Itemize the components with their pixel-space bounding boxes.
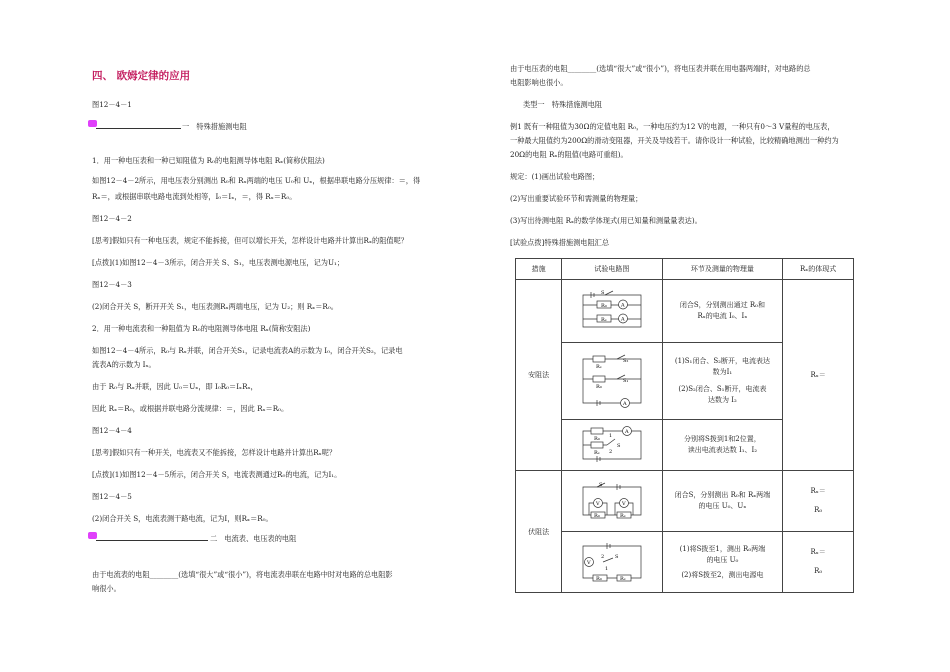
ammeter-icon: A <box>624 429 629 435</box>
method-group-cell <box>516 280 562 471</box>
paragraph: 因此 Rₓ＝R₀，或根据并联电路分流规律：＝，因此 Rₓ＝R₀。 <box>92 404 289 413</box>
switch-label: S₁ <box>622 378 629 384</box>
figure-caption: 图12－4－5 <box>92 492 132 501</box>
step-text: 闭合S，分别测出 R₀和 Rₓ两端 <box>674 491 771 499</box>
section-label: 一 特殊措施测电阻 <box>182 122 247 131</box>
voltmeter-icon: V <box>586 560 591 566</box>
step-text: (1)将S拨至1，测出 R₀两端 <box>679 544 766 553</box>
method-group-label: 伏阻法 <box>528 527 550 536</box>
step-text: 的电压 U₀、Uₓ <box>698 502 747 510</box>
figure-caption: 图12－4－2 <box>92 214 132 223</box>
table-header-cell: 环节及测量的物理量 <box>662 259 783 280</box>
step-text: 闭合S，分别测出通过 R₀和 <box>679 301 765 309</box>
resistor-label: R₀ <box>593 513 600 519</box>
paragraph: 由于电压表的电阻________(选填“很大”或“很小”)，将电压表并联在用电器两端时，对电路的总 <box>510 64 811 73</box>
steps-cell <box>662 532 783 593</box>
paragraph: 1．用一种电压表和一种已知阻值为 R₀的电阻测导体电阻 Rₓ(简称伏阻法) <box>92 156 325 165</box>
terminal-label: 2 <box>600 554 605 560</box>
paragraph: [点拨](1)如图12－4－3所示，闭合开关 S、S₁，电压表测电源电压，记为U₁； <box>92 258 345 267</box>
resistor-label: Rₓ <box>600 317 607 323</box>
resistor-label: R₀ <box>600 303 607 309</box>
terminal-label: 2 <box>608 449 613 455</box>
figure-caption: 图12－4－4 <box>92 426 132 435</box>
section-title-2 <box>88 532 318 544</box>
resistor-label: Rₓ <box>619 576 626 582</box>
paragraph: 电阻影响也很小。 <box>510 78 568 87</box>
figure-caption: 图12－4－3 <box>92 280 132 289</box>
voltmeter-icon: V <box>595 501 600 507</box>
step-text: 分别将S拨到1和2位置， <box>684 435 761 443</box>
paragraph: 响很小。 <box>92 584 121 593</box>
step-text: 数为I₁ <box>712 368 733 376</box>
paragraph: 如图12－4－4所示，R₀与 Rₓ并联，闭合开关S₁，记录电流表A的示数为 I₀，闭合开关S₂，记录电 <box>92 346 403 355</box>
resistor-label: R₀ <box>593 436 600 442</box>
step-text: (2)将S拨至2，测出电源电 <box>681 570 764 579</box>
paragraph: 例1 既有一种阻值为30Ω的定值电阻 R₀，一种电压约为12 V的电源，一种只有0～3 V量程的电压表， <box>510 122 835 131</box>
circuit-cell <box>562 420 662 471</box>
expression-text: Rₓ＝ <box>810 370 826 379</box>
expression-text: R₀ <box>814 506 823 514</box>
expression-cell <box>783 532 854 593</box>
step-text: (2)S₂闭合、S₁断开，电流表 <box>678 385 767 393</box>
terminal-label: 1 <box>604 566 609 572</box>
circuit-cell <box>562 471 662 532</box>
circuit-cell <box>562 532 662 593</box>
expression-text: Rₓ＝ <box>810 487 826 495</box>
table-row <box>516 471 854 532</box>
step-text: 读出电流表达数 I₁、I₂ <box>687 446 758 454</box>
paragraph: 一种最大阻值约为200Ω的滑动变阻器，开关及导线若干。请你设计一种试验，比较精确地测出一种约为 <box>510 136 839 145</box>
steps-cell <box>662 280 783 343</box>
section-underline <box>96 128 181 129</box>
paragraph: 2．用一种电流表和一种阻值为 R₀的电阻测导体电阻 Rₓ(简称安阻法) <box>92 324 311 333</box>
ammeter-icon: A <box>622 401 627 407</box>
two-switch-ammeter-circuit-diagram <box>577 351 647 411</box>
paragraph: (3)写出待测电阻 Rₓ的数学体现式(用已知量和测量量表达)。 <box>510 216 702 225</box>
resistor-label: Rₓ <box>619 513 626 519</box>
steps-cell <box>662 471 783 532</box>
table-header-row <box>516 259 854 280</box>
switch-label: S <box>600 290 605 296</box>
switch-label: S <box>616 443 621 449</box>
table-header-cell: Rₓ的体现式 <box>783 259 854 280</box>
switch-voltmeter-circuit-diagram <box>577 540 647 584</box>
figure-caption: 图12－4－1 <box>92 100 132 109</box>
expression-cell <box>783 280 854 471</box>
methods-table <box>515 258 854 593</box>
step-text: 的电压 U₀ <box>706 555 739 564</box>
paragraph: [点拨](1)如图12－4－5所示，闭合开关 S，电流表测通过R₀的电流，记为I₁。 <box>92 470 342 479</box>
resistor-label: Rₓ <box>593 450 600 456</box>
series-voltmeter-circuit-diagram <box>577 481 647 521</box>
expression-text: Rₓ＝ <box>810 548 826 556</box>
paragraph: [思考]假如只有一种电压表，规定不能拆接，但可以增长开关，怎样设计电路并计算出Rₓ的阻值呢？ <box>92 236 408 245</box>
section-title-1 <box>88 120 298 132</box>
step-text: (1)S₁闭合、S₂断开，电流表达 <box>674 357 770 365</box>
section-marker-icon <box>88 532 97 539</box>
method-group-cell <box>516 471 562 593</box>
resistor-label: R₀ <box>595 384 602 390</box>
paragraph: 20Ω的电阻 Rₓ的阻值(电路可重组)。 <box>510 150 628 159</box>
ammeter-icon: A <box>620 302 625 309</box>
step-text: Rₓ的电流 I₀、Iₓ <box>697 312 748 320</box>
step-text: 达数为 I₂ <box>708 396 737 404</box>
switch-label: S <box>614 554 619 560</box>
table-header-cell: 措施 <box>516 259 562 280</box>
paragraph: 规定：(1)画出试验电路图； <box>510 172 600 181</box>
subsection-title: 类型一 特殊措施测电阻 <box>523 100 603 109</box>
paragraph: 由于 R₀与 Rₓ并联，因此 U₀＝Uₓ，即 I₀R₀＝IₓRₓ， <box>92 382 258 391</box>
resistor-label: R₀ <box>595 576 602 582</box>
steps-cell <box>662 420 783 471</box>
paragraph: 由于电流表的电阻________(选填“很大”或“很小”)，将电流表串联在电路中时对电路的总电阻影 <box>92 570 393 579</box>
paragraph: [试验点拨]特殊措施测电阻汇总 <box>510 238 610 247</box>
circuit-cell <box>562 280 662 343</box>
paragraph: (2)写出重要试验环节和需测量的物理量； <box>510 194 643 203</box>
table-row <box>516 532 854 593</box>
method-group-label: 安阻法 <box>528 371 550 379</box>
paragraph: [思考]假如只有一种开关，电流表又不能拆接，怎样设计电路并计算出Rₓ呢？ <box>92 448 337 457</box>
table-row <box>516 280 854 343</box>
paragraph: (2)闭合开关 S，电流表测干路电流，记为I，则Rₓ＝R₀。 <box>92 514 273 523</box>
switch-label: S₂ <box>622 358 629 364</box>
paragraph: 如图12－4－2所示，用电压表分别测出 R₀和 Rₓ两端的电压 U₀和 Uₓ，根据串联电路分压规律：＝，得 <box>92 176 421 185</box>
paragraph: (2)闭合开关 S，断开开关 S₁，电压表测Rₓ两端电压，记为 U₂；则 Rₓ＝R₀。 <box>92 302 338 311</box>
voltmeter-icon: V <box>621 501 626 507</box>
circuit-cell <box>562 343 662 420</box>
resistor-label: Rₓ <box>595 364 602 370</box>
section-label: 二 电流表、电压表的电阻 <box>210 534 297 543</box>
table-header-cell: 试验电路图 <box>562 259 662 280</box>
section-underline <box>96 540 208 541</box>
paragraph: 流表A的示数为 Iₓ。 <box>92 360 156 369</box>
steps-cell <box>662 343 783 420</box>
terminal-label: 1 <box>608 433 613 439</box>
expression-text: R₀ <box>814 567 823 575</box>
paragraph: Rₓ＝，或根据串联电路电流到处相等，I₀＝Iₓ，＝，得 Rₓ＝R₀。 <box>92 192 297 201</box>
switch-label: S <box>598 482 603 488</box>
expression-cell <box>783 471 854 532</box>
parallel-ammeter-circuit-diagram <box>577 289 647 333</box>
ammeter-icon: A <box>620 316 625 323</box>
single-pole-double-throw-circuit-diagram <box>577 425 647 465</box>
section-marker-icon <box>88 120 97 127</box>
page-heading: 四、 欧姆定律的应用 <box>92 70 191 82</box>
